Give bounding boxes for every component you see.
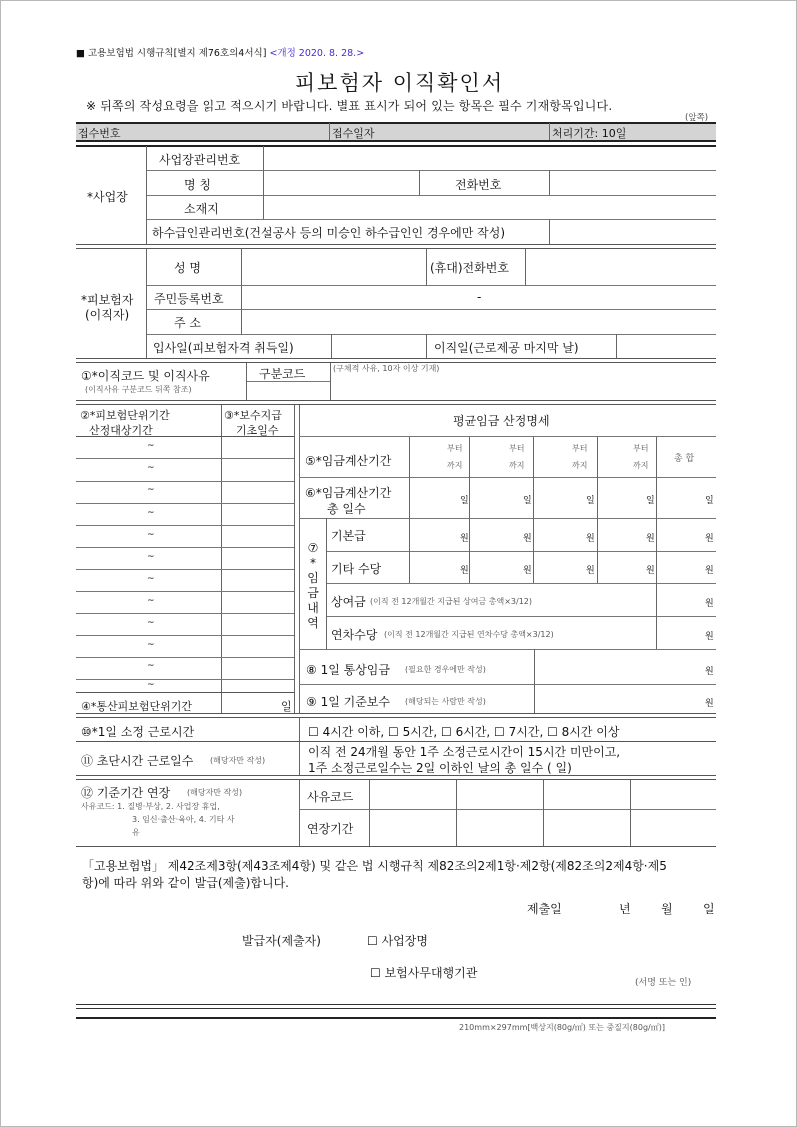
insured-name-label: 성 명 [174,261,201,275]
leave-code-label: ①*이직코드 및 이직사유 [81,369,210,383]
total-period-label: ④*통산피보험단위기간 [81,700,192,713]
paid-days-col-sub: 기초일수 [236,424,279,437]
period-row-tilde: ~ [147,441,155,451]
issuer-label: 발급자(제출자) [242,934,321,948]
revision-text: <개정 2020. 8. 28.> [269,48,365,59]
period-row-tilde: ~ [147,640,155,650]
wage-to-1: 까지 [447,461,463,470]
period-row-tilde: ~ [147,463,155,473]
won-unit: 원 [705,599,714,609]
paid-days-col-label: ③*보수지급 [224,409,282,422]
period-row-tilde: ~ [147,596,155,606]
footer-rule [76,1004,716,1009]
period-row-tilde: ~ [147,680,155,690]
extension-reasons-3: 유 [132,828,140,837]
wage-days-sub: 총 일수 [327,502,366,516]
wage-breakdown-vertical-label: ⑦ * 임 금 내 역 [307,541,319,630]
period-row-tilde: ~ [147,485,155,495]
side-label: (앞쪽) [685,113,709,123]
period-row-tilde: ~ [147,661,155,671]
period-row-tilde: ~ [147,530,155,540]
insured-group-label: *피보험자 [81,293,134,307]
won-unit: 원 [523,534,532,544]
extension-hint: (해당자만 작성) [187,788,243,797]
annual-leave-hint: (이직 전 12개월간 지급된 연차수당 총액×3/12) [384,630,554,639]
leave-detail-hint: (구체적 사유, 10자 이상 기재) [333,364,440,373]
wage-to-4: 까지 [633,461,649,470]
won-unit: 원 [646,534,655,544]
workplace-phone-label: 전화번호 [455,178,502,192]
won-unit: 원 [646,566,655,576]
extension-period-label: 연장기간 [307,822,354,836]
form-title: 피보험자 이직확인서 [294,71,505,95]
wage-from-2: 부터 [509,444,525,453]
period-col-sub: 산정대상기간 [89,424,153,437]
leave-date-label: 이직일(근로제공 마지막 날) [434,341,579,355]
issuer-option-agency[interactable]: ☐ 보험사무대행기관 [370,966,478,980]
day-unit: 일 [705,496,714,506]
workplace-name-label: 명 칭 [184,178,211,192]
regulation-text: ■ 고용보험법 시행규칙[별지 제76호의4서식] [76,48,267,59]
signature-label: (서명 또는 인) [635,978,692,988]
base-daily-hint: (해당되는 사람만 작성) [405,697,486,706]
won-unit: 원 [705,566,714,576]
extension-code-label: 사유코드 [307,790,354,804]
base-pay-label: 기본급 [331,529,366,543]
submit-date-label: 제출일 [527,902,562,916]
wage-from-4: 부터 [633,444,649,453]
paper-spec: 210mm×297mm[백상지(80g/㎡) 또는 중질지(80g/㎡)] [459,1023,665,1032]
reception-number-label: 접수번호 [78,127,121,140]
short-time-label: ⑪ 초단시간 근로일수 [81,754,194,768]
declaration-line1: 「고용보험법」 제42조제3항(제43조제4항) 및 같은 법 시행규칙 제82조의2제1항·제2항(제82조의2제4항·제5 [82,859,667,873]
period-row-tilde: ~ [147,508,155,518]
leave-code-sub: (이직사유 구분코드 뒤쪽 참조) [85,385,192,394]
bonus-label: 상여금 [331,595,366,609]
wage-to-3: 까지 [572,461,588,470]
submit-month: 월 [661,902,673,916]
workplace-mgmt-no-label: 사업장관리번호 [159,153,241,167]
period-row-tilde: ~ [147,618,155,628]
insured-group-sub: (이직자) [85,308,130,322]
extension-reasons-2: 3. 임신·출산·육아, 4. 기타 사 [132,815,235,824]
short-time-hint: (해당자만 작성) [210,756,266,765]
insured-mobile-label: (휴대)전화번호 [430,261,509,275]
rrn-dash: - [477,290,482,304]
short-time-line1: 이직 전 24개월 동안 1주 소정근로시간이 15시간 미만이고, [308,745,621,759]
rrn-label: 주민등록번호 [154,292,224,306]
work-hours-label: ⑩*1일 소정 근로시간 [81,725,195,739]
annual-leave-label: 연차수당 [331,628,378,642]
workplace-address-label: 소재지 [184,202,219,216]
wage-from-3: 부터 [572,444,588,453]
period-col-label: ②*피보험단위기간 [80,409,170,422]
period-row-tilde: ~ [147,552,155,562]
wage-to-2: 까지 [509,461,525,470]
base-daily-label: ⑨ 1일 기준보수 [306,695,390,709]
work-hours-options[interactable]: ☐ 4시간 이하, ☐ 5시간, ☐ 6시간, ☐ 7시간, ☐ 8시간 이상 [308,725,620,739]
day-unit: 일 [646,496,655,506]
wage-total-label: 총 합 [674,454,695,464]
won-unit: 원 [705,632,714,642]
wage-from-1: 부터 [447,444,463,453]
day-unit: 일 [460,496,469,506]
ordinary-wage-label: ⑧ 1일 통상임금 [306,663,390,677]
bonus-hint: (이직 전 12개월간 지급된 상여금 총액×3/12) [370,597,532,606]
reception-date-label: 접수일자 [332,127,375,140]
won-unit: 원 [460,566,469,576]
insured-address-label: 주 소 [174,316,201,330]
day-unit: 일 [523,496,532,506]
processing-period-label: 처리기간: 10일 [552,127,627,140]
other-allowance-label: 기타 수당 [331,562,382,576]
subcontract-label: 하수급인관리번호(건설공사 등의 미승인 하수급인인 경우에만 작성) [152,226,506,240]
form-notice: ※ 뒤쪽의 작성요령을 읽고 적으시기 바랍니다. 별표 표시가 되어 있는 항목은 필수 기재항목입니다. [86,99,613,113]
won-unit: 원 [705,534,714,544]
wage-title: 평균임금 산정명세 [453,414,550,428]
extension-reasons-1: 사유코드: 1. 질병·부상, 2. 사업장 휴업, [81,802,220,811]
extension-label: ⑫ 기준기간 연장 [81,786,171,800]
won-unit: 원 [523,566,532,576]
hire-date-label: 입사일(피보험자격 취득일) [153,341,294,355]
wage-days-label: ⑥*임금계산기간 [305,486,392,500]
won-unit: 원 [705,699,714,709]
ordinary-wage-hint: (필요한 경우에만 작성) [405,665,486,674]
won-unit: 원 [705,667,714,677]
declaration-line2: 항)에 따라 위와 같이 발급(제출)합니다. [82,876,289,890]
won-unit: 원 [586,566,595,576]
issuer-option-workplace[interactable]: ☐ 사업장명 [367,934,428,948]
wage-period-label: ⑤*임금계산기간 [305,454,392,468]
period-row-tilde: ~ [147,574,155,584]
workplace-group-label: *사업장 [87,190,128,204]
total-period-unit: 일 [281,700,292,713]
form-header [76,45,364,59]
submit-day: 일 [703,902,715,916]
won-unit: 원 [586,534,595,544]
submit-year: 년 [619,902,631,916]
category-code-label: 구분코드 [259,367,306,381]
day-unit: 일 [586,496,595,506]
won-unit: 원 [460,534,469,544]
short-time-line2: 1주 소정근로일수는 2일 이하인 날의 총 일수 ( 일) [308,761,572,775]
